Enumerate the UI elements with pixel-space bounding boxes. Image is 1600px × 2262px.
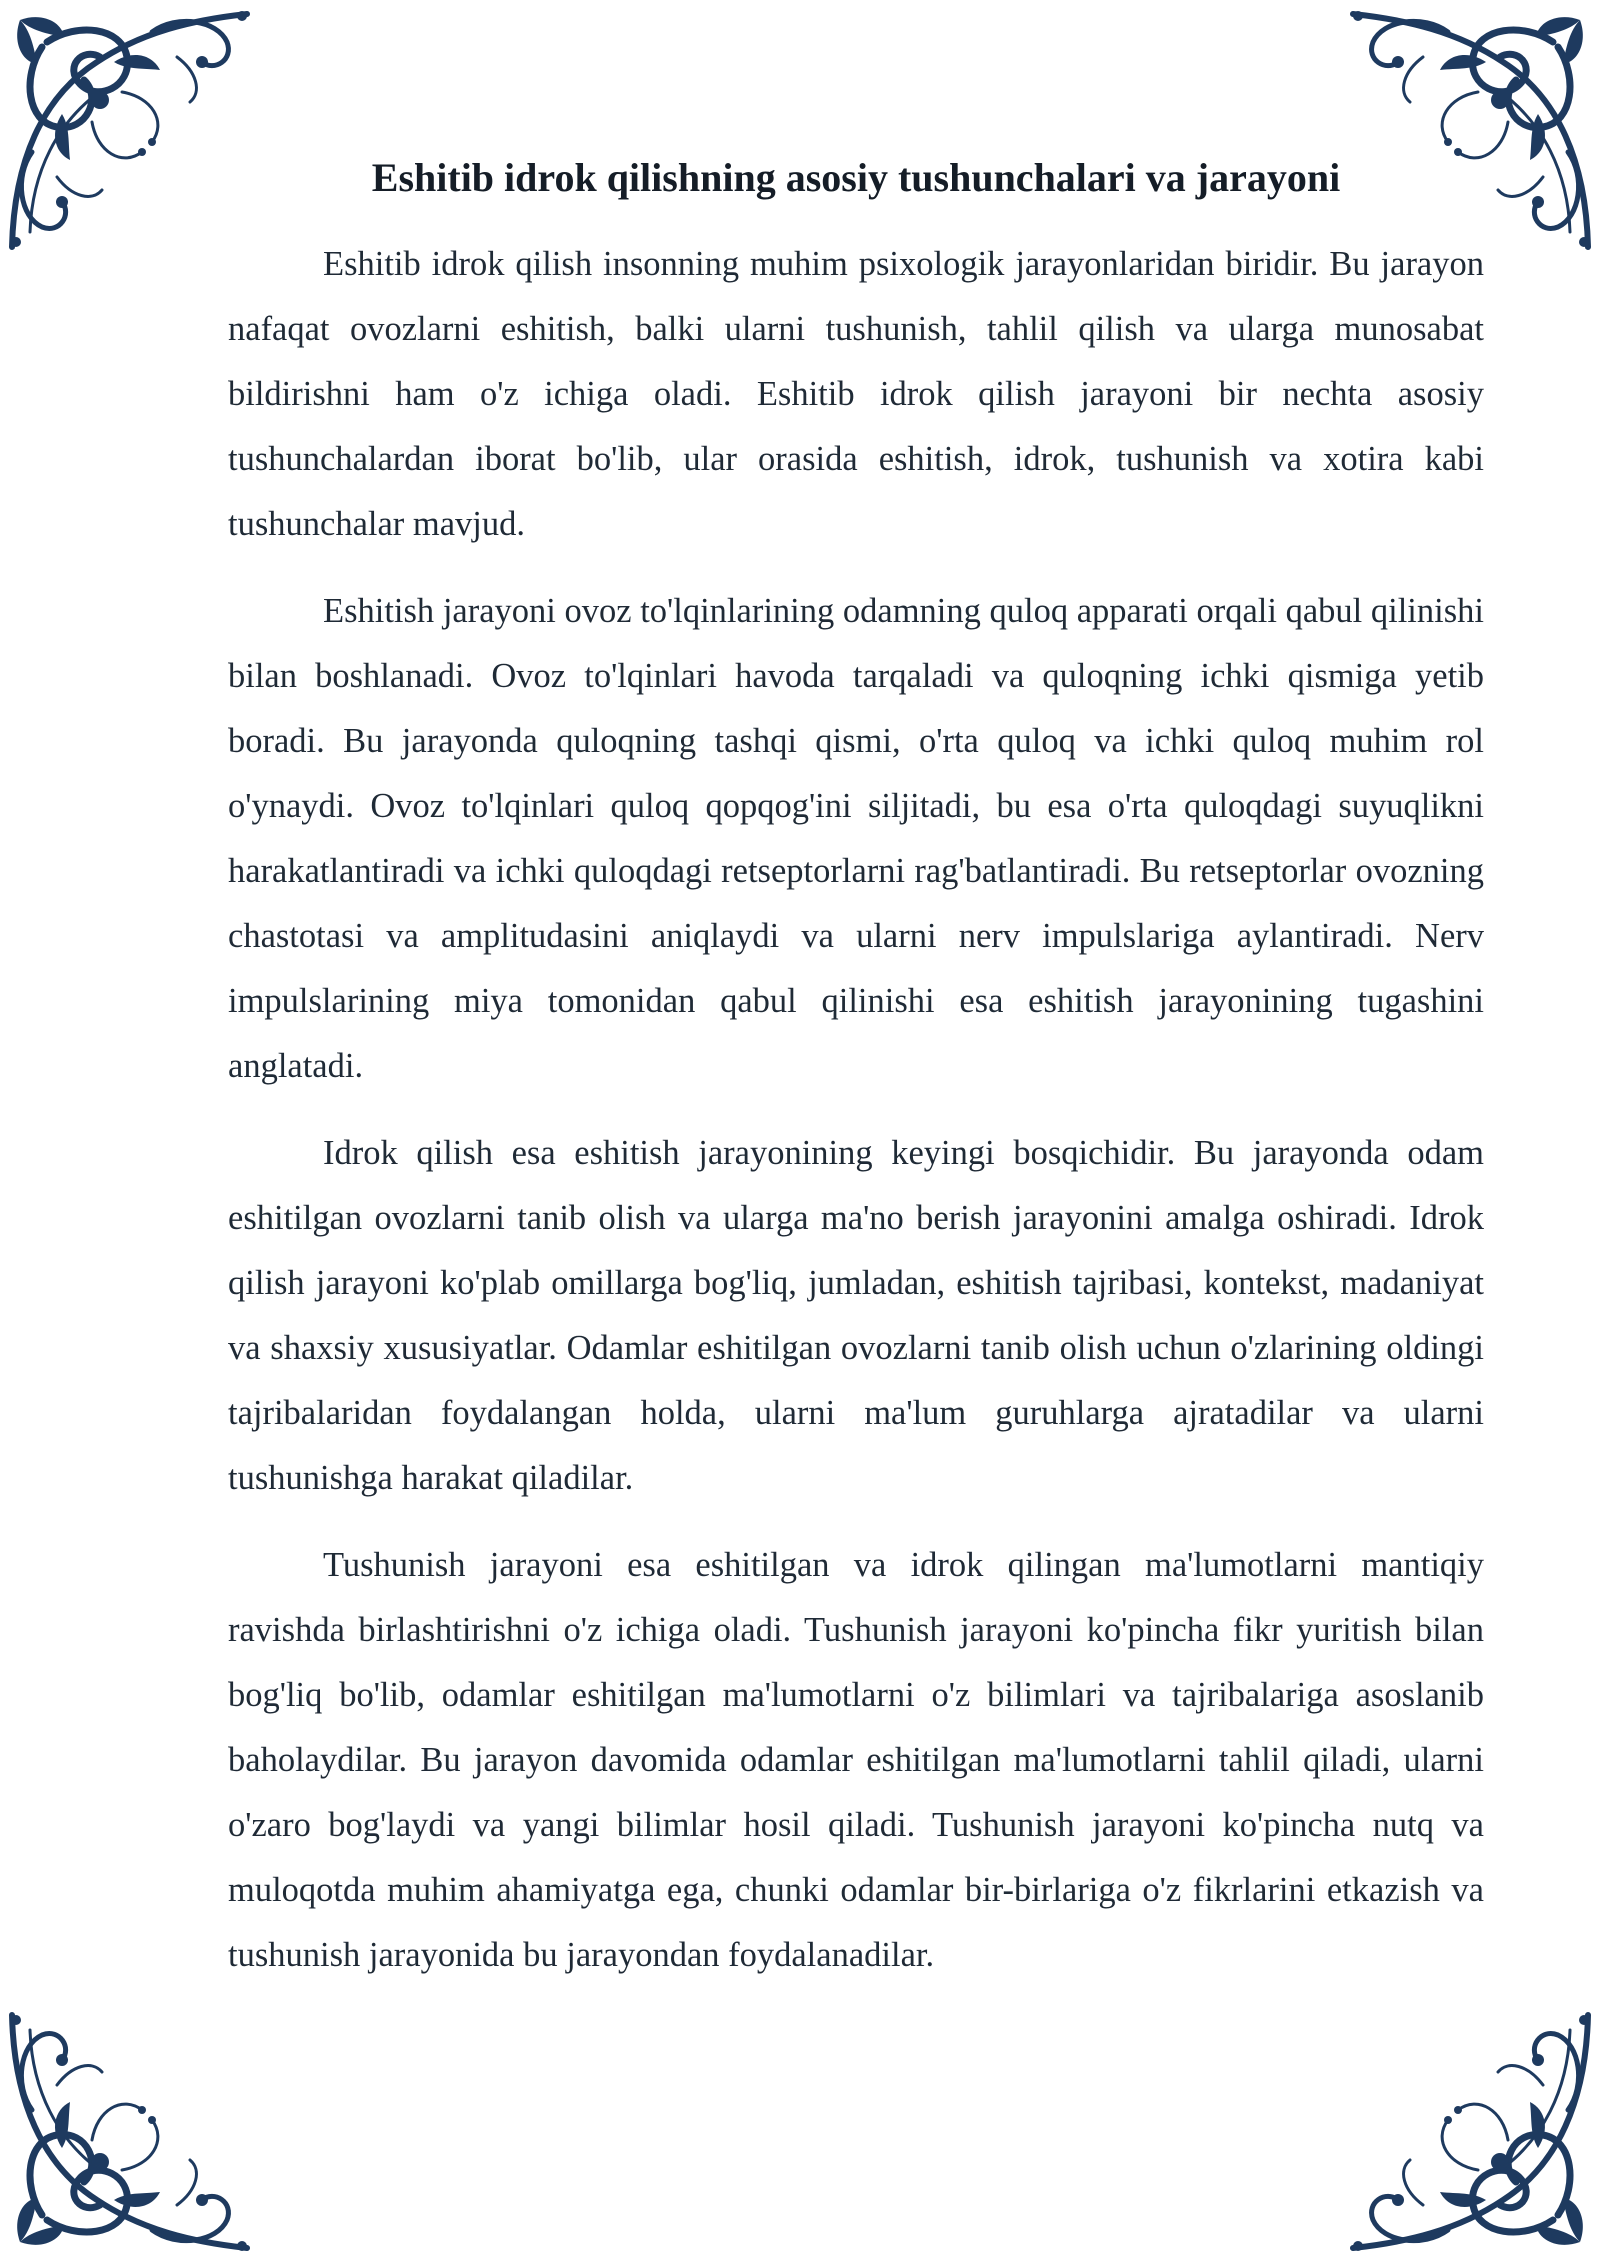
corner-ornament-top-left-icon <box>2 2 257 257</box>
paragraph-3: Idrok qilish esa eshitish jarayonining keyingi bosqichidir. Bu jarayonda odam eshitilgan ovozlarni tanib olish va ularga ma'no berish jarayonini amalga oshiradi. Idrok qilish jarayoni ko'plab omillarga bog'liq, jumladan, eshitish tajribasi, kontekst, madaniyat va shaxsiy xususiyatlar. Odamlar eshitilgan ovozlarni tanib olish uchun o'zlarining oldingi tajribalaridan foydalangan holda, ularni ma'lum guruhlarga ajratadilar va ularni tushunishga harakat qiladilar. <box>228 1134 1484 1497</box>
paragraph-4: Tushunish jarayoni esa eshitilgan va idrok qilingan ma'lumotlarni mantiqiy ravishda birlashtirishni o'z ichiga oladi. Tushunish jarayoni ko'pincha fikr yuritish bilan bog'liq bo'lib, odamlar eshitilgan ma'lumotlarni o'z bilimlari va tajribalariga asoslanib baholaydilar. Bu jarayon davomida odamlar eshitilgan ma'lumotlarni tahlil qiladi, ularni o'zaro bog'laydi va yangi bilimlar hosil qiladi. Tushunish jarayoni ko'pincha nutq va muloqotda muhim ahamiyatga ega, chunki odamlar bir-birlariga o'z fikrlarini etkazish va tushunish jarayonida bu jarayondan foydalanadilar. <box>228 1546 1484 1974</box>
corner-ornament-bottom-left-icon <box>2 2005 257 2260</box>
paragraph-2: Eshitish jarayoni ovoz to'lqinlarining odamning quloq apparati orqali qabul qilinishi bilan boshlanadi. Ovoz to'lqinlari havoda tarqaladi va quloqning ichki qismiga yetib boradi. Bu jarayonda quloqning tashqi qismi, o'rta quloq va ichki quloq muhim rol o'ynaydi. Ovoz to'lqinlari quloq qopqog'ini siljitadi, bu esa o'rta quloqdagi suyuqlikni harakatlantiradi va ichki quloqdagi retseptorlarni rag'batlantiradi. Bu retseptorlar ovozning chastotasi va amplitudasini aniqlaydi va ularni nerv impulslariga aylantiradi. Nerv impulslarining miya tomonidan qabul qilinishi esa eshitish jarayonining tugashini anglatadi. <box>228 592 1484 1085</box>
paragraph-1: Eshitib idrok qilish insonning muhim psixologik jarayonlaridan biridir. Bu jarayon nafaqat ovozlarni eshitish, balki ularni tushunish, tahlil qilish va ularga munosabat bildirishni ham o'z ichiga oladi. Eshitib idrok qilish jarayoni bir nechta asosiy tushunchalardan iborat bo'lib, ular orasida eshitish, idrok, tushunish va xotira kabi tushunchalar mavjud. <box>228 245 1484 543</box>
document-title: Eshitib idrok qilishning asosiy tushunchalari va jarayoni <box>371 155 1341 200</box>
corner-ornament-bottom-right-icon <box>1343 2005 1598 2260</box>
document-body <box>228 150 1484 2010</box>
